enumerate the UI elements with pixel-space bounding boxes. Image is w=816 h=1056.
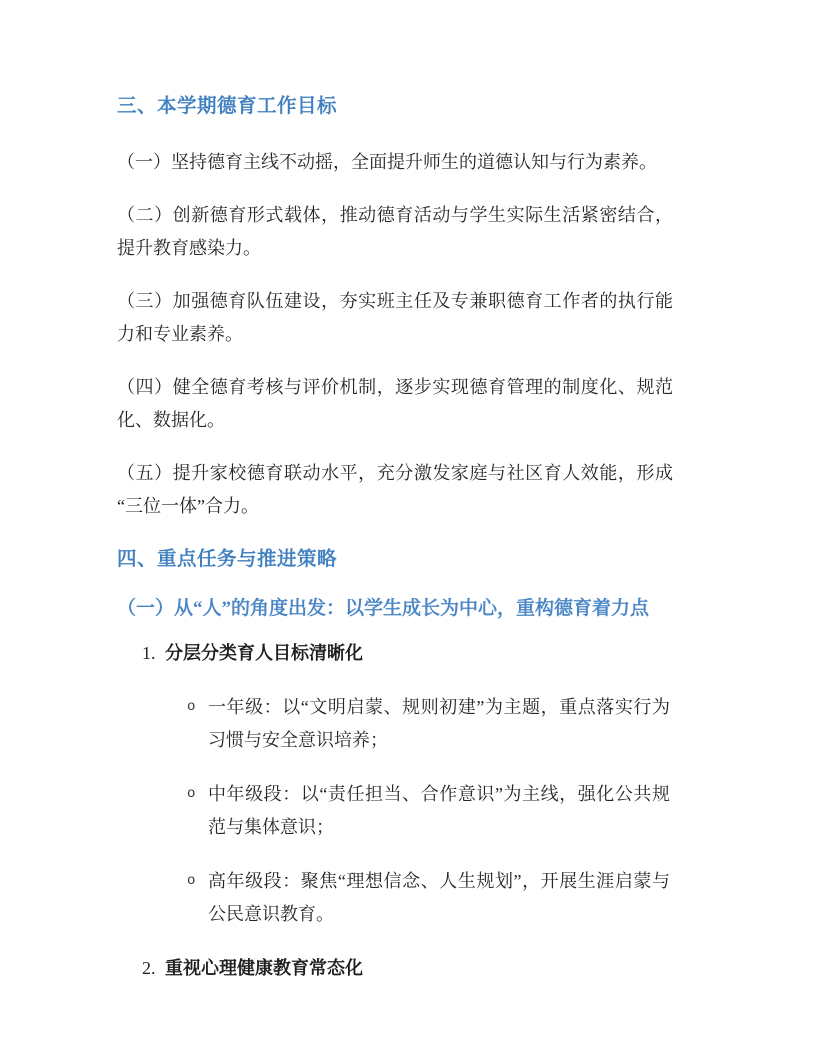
bullet-text: 一年级：以“文明启蒙、规则初建”为主题，重点落实行为习惯与安全意识培养；	[208, 697, 670, 750]
bullet-item	[187, 778, 677, 844]
bullet-marker: o	[187, 873, 196, 889]
numbered-item-title: 分层分类育人目标清晰化	[165, 643, 363, 663]
section4-heading: 四、重点任务与推进策略	[117, 549, 338, 570]
bullet-marker: o	[187, 786, 196, 802]
section3-heading: 三、本学期德育工作目标	[117, 96, 338, 117]
bullet-text: 高年级段：聚焦“理想信念、人生规划”，开展生涯启蒙与公民意识教育。	[208, 871, 670, 924]
document-content	[117, 94, 677, 985]
list-number: 2.	[142, 958, 156, 978]
paragraph: （三）加强德育队伍建设，夯实班主任及专兼职德育工作者的执行能力和专业素养。	[117, 291, 673, 344]
paragraph: （一）坚持德育主线不动摇，全面提升师生的道德认知与行为素养。	[117, 152, 657, 172]
numbered-item-1	[142, 637, 677, 670]
bullet-marker: o	[187, 699, 196, 715]
paragraph: （二）创新德育形式载体，推动德育活动与学生实际生活紧密结合，提升教育感染力。	[117, 205, 673, 258]
bullet-list	[117, 691, 677, 931]
paragraph: （五）提升家校德育联动水平，充分激发家庭与社区育人效能，形成“三位一体”合力。	[117, 463, 673, 516]
paragraph: （四）健全德育考核与评价机制，逐步实现德育管理的制度化、规范化、数据化。	[117, 377, 673, 430]
list-number: 1.	[142, 643, 156, 663]
bullet-item	[187, 865, 677, 931]
bullet-text: 中年级段：以“责任担当、合作意识”为主线，强化公共规范与集体意识；	[208, 784, 670, 837]
section4-subheading: （一）从“人”的角度出发：以学生成长为中心，重构德育着力点	[117, 598, 650, 619]
numbered-item-2	[142, 952, 677, 985]
bullet-item	[187, 691, 677, 757]
numbered-item-title: 重视心理健康教育常态化	[165, 958, 363, 978]
